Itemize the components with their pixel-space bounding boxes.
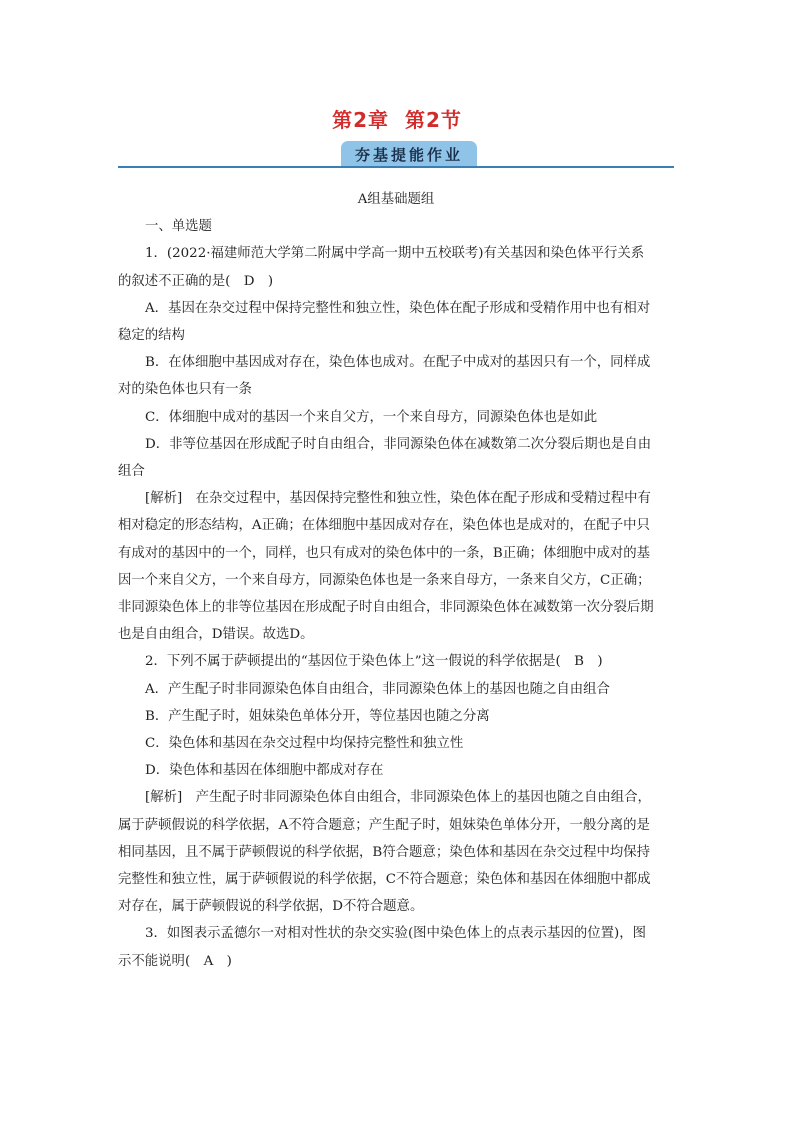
q1-option-b-line1: B．在体细胞中基因成对存在，染色体也成对。在配子中成对的基因只有一个，同样成 xyxy=(145,355,651,371)
q2-stem: 2．下列不属于萨顿提出的“基因位于染色体上”这一假说的科学依据是( B ) xyxy=(145,654,603,670)
q1-analysis-line6: 也是自由组合，D错误。故选D。 xyxy=(118,627,314,643)
q1-analysis-line5: 非同源染色体上的非等位基因在形成配子时自由组合，非同源染色体在减数第一次分裂后期 xyxy=(118,600,654,616)
q2-analysis-line5: 对存在，属于萨顿假说的科学依据，D不符合题意。 xyxy=(118,899,424,915)
q2-option-a: A．产生配子时非同源染色体自由组合，非同源染色体上的基因也随之自由组合 xyxy=(145,681,610,697)
q1-stem-line2: 的叙述不正确的是( D ) xyxy=(118,273,274,289)
section-label: 第2节 xyxy=(405,108,462,132)
q2-analysis-line4: 完整性和独立性，属于萨顿假说的科学依据，C不符合题意；染色体和基因在体细胞中都成 xyxy=(118,872,651,888)
q2-option-c: C．染色体和基因在杂交过程中均保持完整性和独立性 xyxy=(145,736,464,752)
q1-option-a-line2: 稳定的结构 xyxy=(118,328,185,344)
q1-analysis-line4: 因一个来自父方，一个来自母方，同源染色体也是一条来自母方，一条来自父方，C正确； xyxy=(118,572,651,588)
q1-option-b-line2: 对的染色体也只有一条 xyxy=(118,382,252,398)
q2-option-b: B．产生配子时，姐妹染色单体分开，等位基因也随之分离 xyxy=(145,708,490,724)
q1-option-d-line2: 组合 xyxy=(118,464,145,480)
q1-analysis-line2: 相对稳定的形态结构，A正确；在体细胞中基因成对存在，染色体也是成对的，在配子中只 xyxy=(118,518,650,534)
q1-option-a-line1: A．基因在杂交过程中保持完整性和独立性，染色体在配子形成和受精作用中也有相对 xyxy=(145,300,651,316)
q1-option-c: C．体细胞中成对的基因一个来自父方，一个来自母方，同源染色体也是如此 xyxy=(145,409,598,425)
q3-stem-line1: 3．如图表示孟德尔一对相对性状的杂交实验(图中染色体上的点表示基因的位置)，图 xyxy=(145,926,647,942)
q2-analysis-line1: [解析] 产生配子时非同源染色体自由组合，非同源染色体上的基因也随之自由组合， xyxy=(145,790,651,806)
group-title: A组基础题组 xyxy=(357,192,435,207)
q2-analysis-line3: 相同基因，且不属于萨顿假说的科学依据，B符合题意；染色体和基因在杂交过程中均保持 xyxy=(118,844,651,860)
homework-banner: 夯基提能作业 xyxy=(341,141,477,168)
q1-analysis-line3: 有成对的基因中的一个，同样，也只有成对的染色体中的一条，B正确；体细胞中成对的基 xyxy=(118,545,651,561)
q1-option-d-line1: D．非等位基因在形成配子时自由组合，非同源染色体在减数第二次分裂后期也是自由 xyxy=(145,436,652,452)
document-body xyxy=(118,186,674,975)
section-title: 一、单选题 xyxy=(145,219,212,235)
q1-stem-line1: 1．(2022·福建师范大学第二附属中学高一期中五校联考)有关基因和染色体平行关系 xyxy=(145,246,645,262)
q2-option-d: D．染色体和基因在体细胞中都成对存在 xyxy=(145,763,384,779)
q1-analysis-line1: [解析] 在杂交过程中，基因保持完整性和独立性，染色体在配子形成和受精过程中有 xyxy=(145,491,651,507)
q3-stem-line2: 示不能说明( A ) xyxy=(118,953,232,969)
header-rule xyxy=(118,166,674,168)
q2-analysis-line2: 属于萨顿假说的科学依据，A不符合题意；产生配子时，姐妹染色单体分开，一般分离的是 xyxy=(118,817,650,833)
chapter-title xyxy=(0,104,794,133)
chapter-label: 第2章 xyxy=(332,108,389,132)
